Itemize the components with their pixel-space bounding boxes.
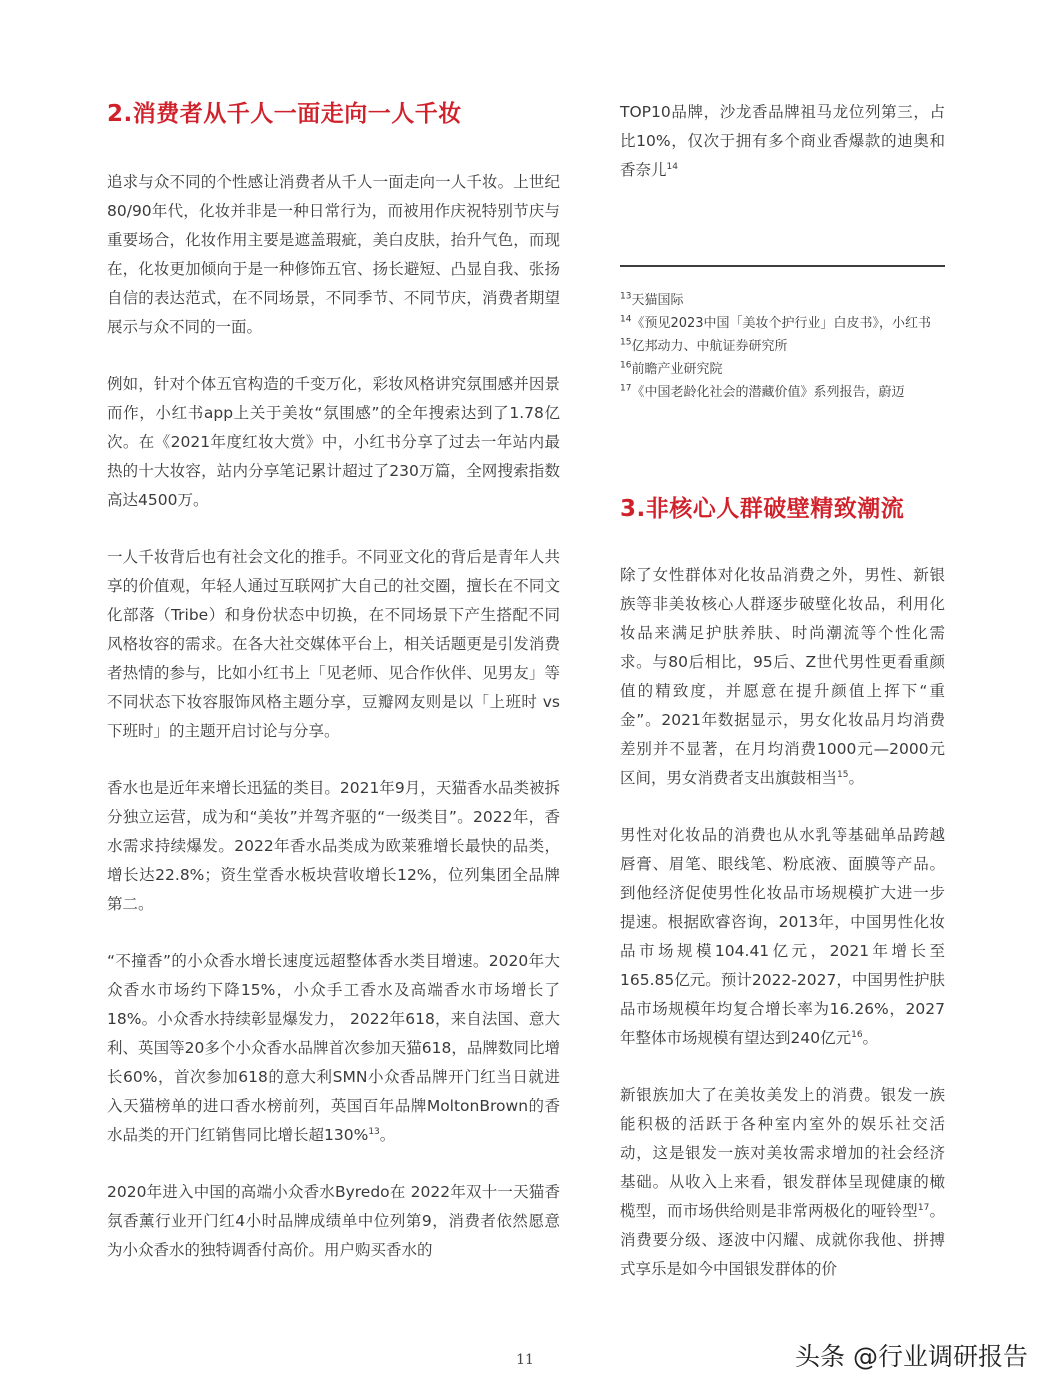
footnote-ref: 17: [917, 1202, 930, 1213]
footnote-ref: 14: [666, 161, 678, 172]
footnote-item: $^{13}$天猫国际: [620, 291, 684, 308]
footnote-ref: 13: [368, 1126, 380, 1137]
footnotes: [620, 289, 945, 404]
paragraph-byredo: 2020年进入中国的高端小众香水Byredo在 2022年双十一天猫香氛香薰行业开门红4小时品牌成绩单中位列第9，消费者依然愿意为小众香水的独特调香付高价。用户购买香水的: [107, 1183, 560, 1259]
left-column: [107, 98, 560, 1293]
paragraph-subculture: 一人千妆背后也有社会文化的推手。不同亚文化的背后是青年人共享的价值观，年轻人通过互联网扩大自己的社交圈，擅长在不同文化部落（Tribe）和身份状态中切换，在不同场景下产生搭配不同风格妆容的需求。在各大社交媒体平台上，相关话题更是引发消费者热情的参与，比如小红书上「见老师、见合作伙伴、见男友」等不同状态下妆容服饰风格主题分享，豆瓣网友则是以「上班时 vs 下班时」的主题开启讨论与分享。: [107, 548, 560, 740]
section-heading-3: 3.非核心人群破壁精致潮流: [620, 496, 905, 522]
paragraph-top10-brands: TOP10品牌，沙龙香品牌祖马龙位列第三，占比10%，仅次于拥有多个商业香爆款的迪奥和香奈儿$^{14}$: [620, 103, 945, 179]
paragraph-niche-perfume: “不撞香”的小众香水增长速度远超整体香水类目增速。2020年大众香水市场约下降15%，小众手工香水及高端香水市场增长了18%。小众香水持续彰显爆发力， 2022年618，来自法国、意大利、英国等20多个小众香水品牌首次参加天猫618，品牌数同比增长60%，首次参加618的意大利SMN小众香品牌开门红当日就进入天猫榜单的进口香水榜前列，英国百年品牌MoltonBrown的香水品类的开门红销售同比增长超130%$^{13}$。: [107, 952, 560, 1144]
right-column: [620, 98, 945, 1312]
section-3: [620, 493, 945, 1284]
paragraph-male-cosmetics: 男性对化妆品的消费也从水乳等基础单品跨越唇膏、眉笔、眼线笔、粉底液、面膜等产品。到他经济促使男性化妆品市场规模扩大进一步提速。根据欧睿咨询，2013年，中国男性化妆品市场规模104.41亿元，2021年增长至165.85亿元。预计2022-2027，中国男性护肤品市场规模年均复合增长率为16.26%，2027年整体市场规模有望达到240亿元$^{16}$。: [620, 826, 945, 1047]
footnote-item: $^{17}$《中国老龄化社会的潜藏价值》系列报告，蔚迈: [620, 383, 905, 400]
section-heading-2: 2.消费者从千人一面走向一人千妆: [107, 101, 462, 127]
paragraph-non-core-groups: 除了女性群体对化妆品消费之外，男性、新银族等非美妆核心人群逐步破壁化妆品，利用化妆品来满足护肤养肤、时尚潮流等个性化需求。与80后相比，95后、Z世代男性更看重颜值的精致度，并愿意在提升颜值上挥下“重金”。2021年数据显示，男女化妆品月均消费差别并不显著，在月均消费1000元—2000元区间，男女消费者支出旗鼓相当$^{15}$。: [620, 566, 945, 787]
paragraph-perfume-growth: 香水也是近年来增长迅猛的类目。2021年9月，天猫香水品类被拆分独立运营，成为和“美妆”并驾齐驱的“一级类目”。2022年，香水需求持续爆发。2022年香水品类成为欧莱雅增长最快的品类，增长达22.8%；资生堂香水板块营收增长12%，位列集团全品牌第二。: [107, 779, 560, 913]
footnote-item: $^{16}$前瞻产业研究院: [620, 360, 723, 377]
footnote-ref: 16: [851, 1029, 863, 1040]
paragraph-atmosphere-makeup: 例如，针对个体五官构造的千变万化，彩妆风格讲究氛围感并因景而作，小红书app上关于美妆“氛围感”的全年搜索达到了1.78亿次。在《2021年度红妆大赏》中，小红书分享了过去一年站内最热的十大妆容，站内分享笔记累计超过了230万篇，全网搜索指数高达4500万。: [107, 375, 560, 509]
paragraph-individuality: 追求与众不同的个性感让消费者从千人一面走向一人千妆。上世纪80/90年代，化妆并非是一种日常行为，而被用作庆祝特别节庆与重要场合，化妆作用主要是遮盖瑕疵，美白皮肤，抬升气色，而现在，化妆更加倾向于是一种修饰五官、扬长避短、凸显自我、张扬自信的表达范式，在不同场景，不同季节、不同节庆，消费者期望展示与众不同的一面。: [107, 173, 560, 336]
footnote-item: $^{14}$《预见2023中国「美妆个护行业」白皮书》，小红书: [620, 314, 932, 331]
watermark: 头条 @行业调研报告: [795, 1342, 1028, 1371]
page-number: 11: [516, 1352, 534, 1368]
footnote-item: $^{15}$亿邦动力、中航证券研究所: [620, 337, 788, 354]
paragraph-silver-generation: 新银族加大了在美妆美发上的消费。银发一族能积极的活跃于各种室内室外的娱乐社交活动，这是银发一族对美妆需求增加的社会经济基础。从收入上来看，银发群体呈现健康的橄榄型，而市场供给则是非常两极化的哑铃型$^{17}$。消费要分级、逐波中闪耀、成就你我他、拼搏式享乐是如今中国银发群体的价: [620, 1086, 945, 1278]
footnote-divider: [620, 265, 945, 267]
footnote-ref: 15: [837, 769, 849, 780]
